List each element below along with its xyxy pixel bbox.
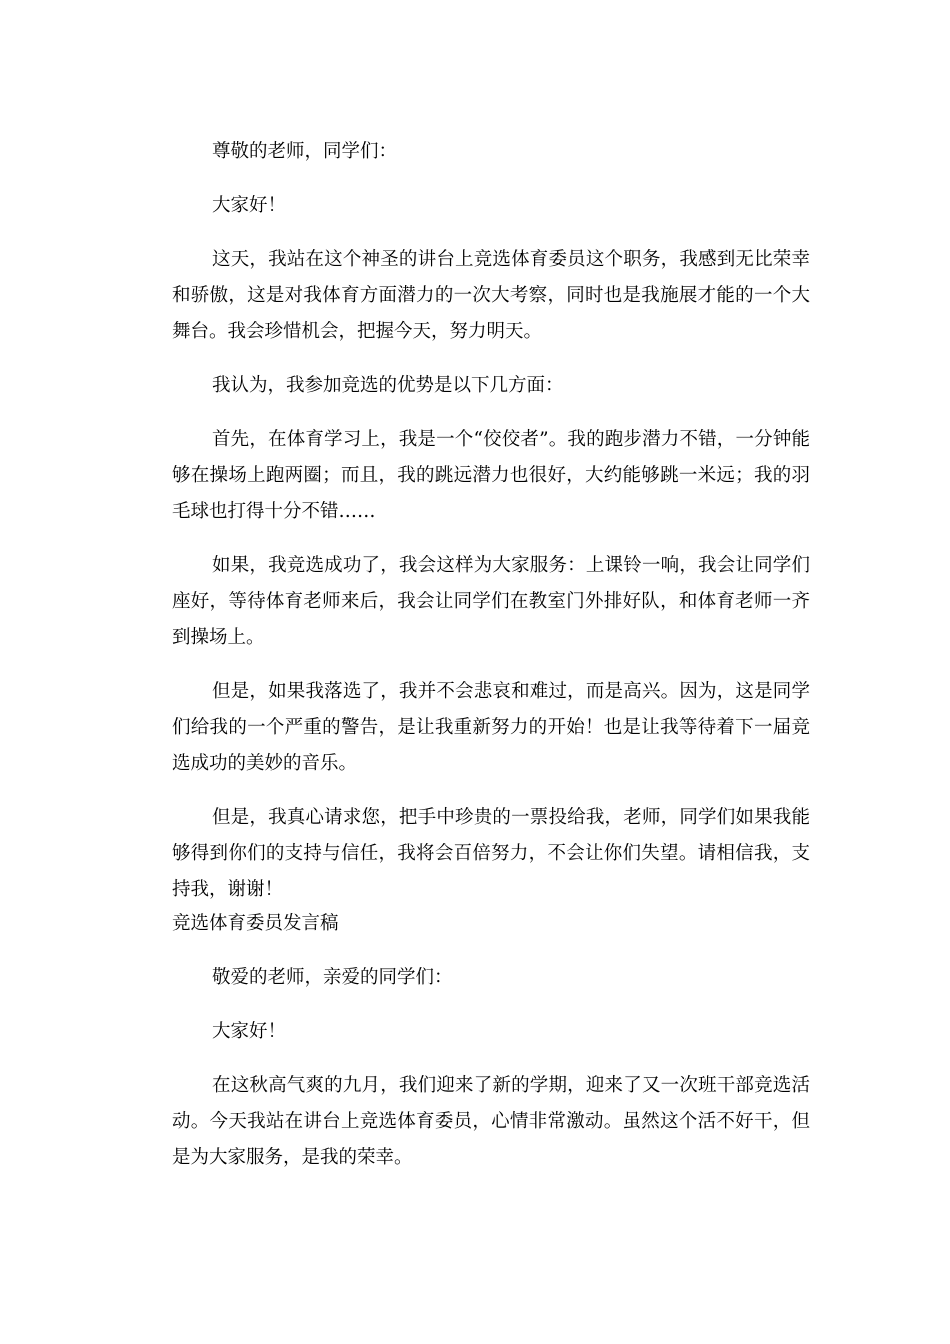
salutation: 尊敬的老师，同学们： xyxy=(212,141,398,162)
salutation-2: 敬爱的老师，亲爱的同学们： xyxy=(212,967,453,988)
paragraph-advantages-intro: 我认为，我参加竞选的优势是以下几方面： xyxy=(212,375,564,396)
paragraph-opening: 这天，我站在这个神圣的讲台上竞选体育委员这个职务，我感到无比荣幸和骄傲，这是对我体育方面潜力的一次大考察，同时也是我施展才能的一个大舞台。我会珍惜机会，把握今天，努力明天。 xyxy=(172,249,810,342)
paragraph-service-plan: 如果，我竞选成功了，我会这样为大家服务：上课铃一响，我会让同学们座好，等待体育老师来后，我会让同学们在教室门外排好队，和体育老师一齐到操场上。 xyxy=(172,555,810,648)
greeting-2: 大家好！ xyxy=(212,1021,287,1042)
paragraph-if-lose: 但是，如果我落选了，我并不会悲哀和难过，而是高兴。因为，这是同学们给我的一个严重的警告，是让我重新努力的开始！也是让我等待着下一届竞选成功的美妙的音乐。 xyxy=(172,681,810,774)
paragraph-first-advantage: 首先，在体育学习上，我是一个“佼佼者”。我的跑步潜力不错，一分钟能够在操场上跑两圈；而且，我的跳远潜力也很好，大约能够跳一米远；我的羽毛球也打得十分不错…… xyxy=(172,429,810,522)
paragraph-closing: 但是，我真心请求您，把手中珍贵的一票投给我，老师，同学们如果我能够得到你们的支持与信任，我将会百倍努力，不会让你们失望。请相信我，支持我，谢谢！ xyxy=(172,807,810,900)
paragraph-second-opening: 在这秋高气爽的九月，我们迎来了新的学期，迎来了又一次班干部竞选活动。今天我站在讲台上竞选体育委员，心情非常激动。虽然这个活不好干，但是为大家服务，是我的荣幸。 xyxy=(172,1075,810,1168)
section-title: 竞选体育委员发言稿 xyxy=(172,913,339,934)
greeting: 大家好！ xyxy=(212,195,287,216)
